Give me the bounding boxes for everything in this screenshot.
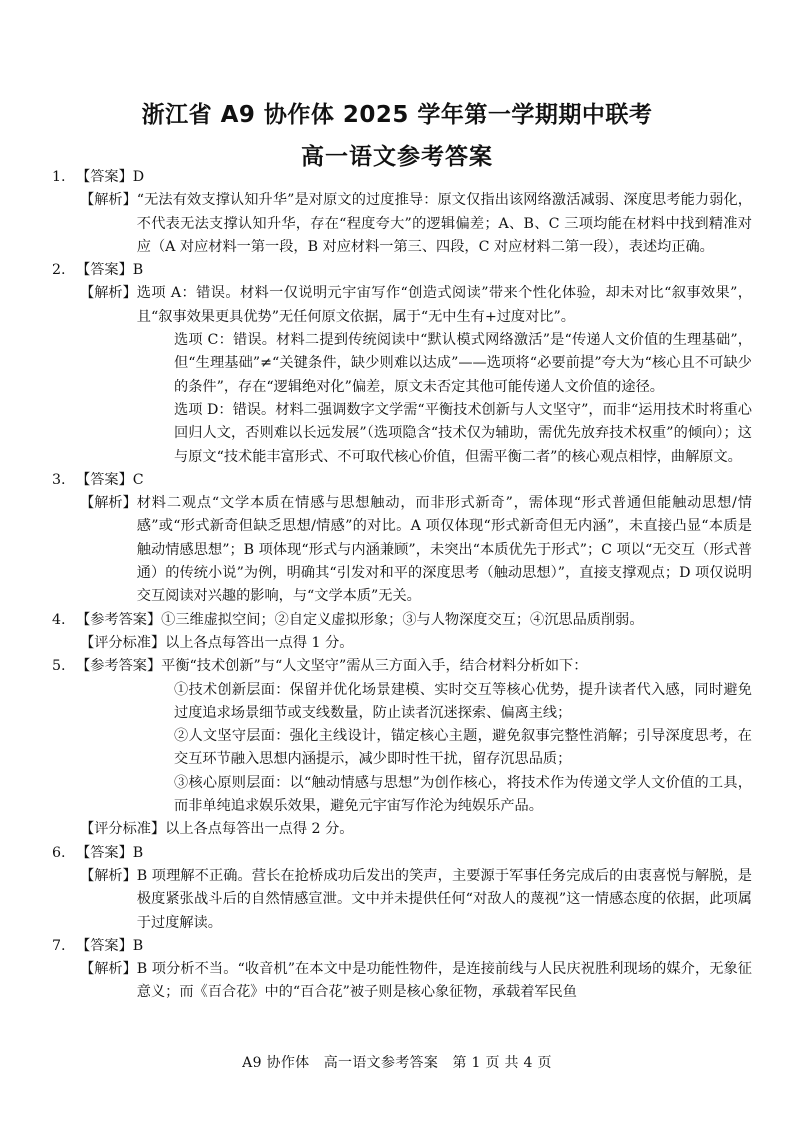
page-footer: A9 协作体 高一语文参考答案 第 1 页 共 4 页 [242, 1055, 552, 1071]
reference-text: ①三维虚拟空间；②自定义虚拟形象；③与人物深度交互；④沉思品质削弱。 [161, 611, 644, 628]
reference-point: ③核心原则层面：以“触动情感与思想”为创作核心，将技术作为传递文学人文价值的工具，而非单纯追求娱乐效果，避免元宇宙写作沦为纯娱乐产品。 [174, 774, 752, 815]
question-6-answer [52, 842, 752, 865]
page-subtitle: 高一语文参考答案 [301, 144, 493, 170]
analysis-text: “无法有效支撑认知升华”是对原文的过度推导：原文仅指出该网络激活减弱、深度思考能力弱化，不代表无法支撑认知升华，存在“程度夸大”的逻辑偏差；A、B、C 三项均能在材料中找到精准对应（A 对应材料一第一段，B 对应材料一第三、四段，C 对应材料二第一段），表述均正确。 [136, 192, 752, 255]
question-number: 6. [52, 844, 66, 861]
question-1-analysis [52, 189, 752, 259]
question-number: 3. [52, 471, 66, 488]
question-number: 7. [52, 937, 66, 954]
scoring-text: 以上各点每答出一点得 2 分。 [165, 821, 354, 838]
question-number: 5. [52, 658, 66, 675]
answer-tag: 【答案】 [76, 169, 133, 185]
reference-point: ②人文坚守层面：强化主线设计，锚定核心主题，避免叙事完整性消解；引导深度思考，在交互环节融入思想内涵提示，减少即时性干扰，留存沉思品质； [174, 728, 752, 768]
answer-value: B [132, 937, 144, 954]
answer-value: B [132, 262, 144, 279]
answer-value: B [132, 844, 144, 861]
analysis-text: B 项理解不正确。营长在抢桥成功后发出的笑声，主要源于军事任务完成后的由衷喜悦与解脱，是极度紧张战斗后的自然情感宣泄。文中并未提供任何“对敌人的蔑视”这一情感态度的依据，此项属于过度解读。 [136, 867, 752, 931]
question-6-analysis [52, 865, 752, 935]
question-5-reference [52, 655, 752, 678]
analysis-tag: 【解析】 [80, 961, 137, 978]
reference-text: 平衡“技术创新”与“人文坚守”需从三方面入手，结合材料分析如下： [161, 658, 588, 675]
reference-tag: 【参考答案】 [76, 658, 162, 675]
question-4-scoring [52, 632, 752, 655]
question-number: 4. [52, 611, 66, 628]
scoring-text: 以上各点每答出一点得 1 分。 [165, 634, 354, 651]
analysis-text: 选项 A：错误。材料一仅说明元宇宙写作“创造式阅读”带来个性化体验，却未对比“叙事效果”，且“叙事效果更具优势”无任何原文依据，属于“无中生有+过度对比”。 [136, 285, 752, 325]
answer-value: C [132, 471, 144, 488]
question-1-answer [52, 166, 752, 189]
reference-tag: 【参考答案】 [76, 611, 162, 628]
answer-tag: 【答案】 [76, 844, 133, 861]
question-number: 1. [52, 169, 66, 185]
answer-tag: 【答案】 [76, 937, 133, 954]
analysis-tag: 【解析】 [80, 192, 137, 209]
scoring-tag: 【评分标准】 [80, 634, 166, 651]
question-5-scoring [52, 818, 752, 841]
analysis-text: 材料二观点“文学本质在情感与思想触动，而非形式新奇”，需体现“形式普通但能触动思想/情感”或“形式新奇但缺乏思想/情感”的对比。A 项仅体现“形式新奇但无内涵”，未直接凸显“本质是触动情感思想”；B 项体现“形式与内涵兼顾”，未突出“本质优先于形式”；C 项以“无交互（形式普通）的传统小说”为例，明确其“引发对和平的深度思考（触动思想）”，直接支撑观点；D 项仅说明交互阅读对兴趣的影响，与“文学本质”无关。 [136, 495, 752, 605]
analysis-tag: 【解析】 [80, 495, 137, 512]
reference-point: ①技术创新层面：保留并优化场景建模、实时交互等核心优势，提升读者代入感，同时避免过度追求场景细节或支线数量，防止读者沉迷探索、偏离主线； [174, 681, 752, 721]
answer-tag: 【答案】 [76, 262, 133, 279]
question-number: 2. [52, 262, 66, 279]
analysis-option-c: 选项 C：错误。材料二提到传统阅读中“默认模式网络激活”是“传递人文价值的生理基础”，但“生理基础”≠“关键条件，缺少则难以达成”——选项将“必要前提”夸大为“核心且不可缺少的条件”，存在“逻辑绝对化”偏差，原文未否定其他可能传递人文价值的途径。 [174, 332, 752, 395]
analysis-text: B 项分析不当。“收音机”在本文中是功能性物件，是连接前线与人民庆祝胜利现场的媒介，无象征意义；而《百合花》中的“百合花”被子则是核心象征物，承载着军民鱼 [136, 961, 752, 1001]
question-7-answer [52, 935, 752, 958]
answer-content [52, 166, 752, 1005]
scoring-tag: 【评分标准】 [80, 821, 166, 838]
question-7-analysis [52, 958, 752, 1005]
answer-tag: 【答案】 [76, 471, 133, 488]
question-2-analysis [52, 282, 752, 329]
page-title: 浙江省 A9 协作体 2025 学年第一学期期中联考 [141, 102, 653, 128]
question-4-reference [52, 609, 752, 632]
analysis-tag: 【解析】 [80, 867, 137, 884]
question-3-answer [52, 469, 752, 492]
answer-value: D [132, 169, 145, 185]
analysis-option-d: 选项 D：错误。材料二强调数字文学需“平衡技术创新与人文坚守”，而非“运用技术时将重心回归人文，否则难以长远发展”（选项隐含“技术仅为辅助，需优先放弃技术权重”的倾向）；这与原文“技术能丰富形式、不可取代核心价值，但需平衡二者”的核心观点相悖，曲解原文。 [174, 401, 752, 465]
analysis-tag: 【解析】 [80, 285, 137, 302]
question-3-analysis [52, 492, 752, 608]
question-2-answer [52, 259, 752, 282]
